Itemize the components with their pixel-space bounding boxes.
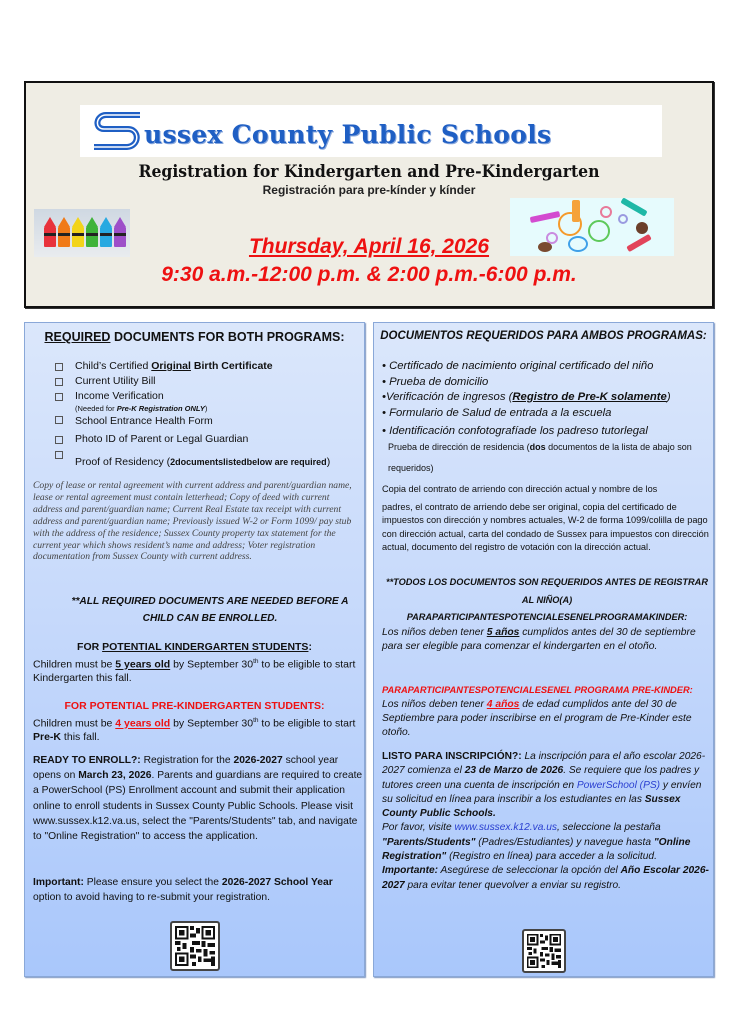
logo-s-icon	[90, 109, 148, 153]
prek-heading: FOR POTENTIAL PRE-KINDERGARTEN STUDENTS:	[64, 700, 325, 712]
todos-requeridos-notice: **TODOS LOS DOCUMENTOS SON REQUERIDOS ANTES DE REGISTRAR AL NIÑO(A) PARAPARTICIPANTESPOTENCIALESENELPROGRAMAKINDER:	[382, 574, 712, 627]
required-docs-checklist	[55, 359, 330, 470]
checklist-item: (Needed for Pre-K Registration ONLY) School Entrance Health Form	[55, 404, 330, 429]
prek-eligibility: Children must be 4 years old by September 30th to be eligible to start Pre-K this fall.	[33, 717, 356, 743]
prueba-residencia: Prueba de dirección de residencia (dos documentos de la lista de abajo son requeridos)	[388, 442, 692, 473]
kindergarten-eligibility: Children must be 5 years old by September 30th to be eligible to start Kindergarten this fall.	[33, 658, 356, 684]
list-item: •Verificación de ingresos (Registro de Pre-K solamente)	[382, 391, 671, 403]
district-logo	[80, 105, 662, 157]
ready-to-enroll: READY TO ENROLL?: Registration for the 2026-2027 school year opens on March 23, 2026. Parents and guardians are required to create a PowerSchool (PS) Enrollment account and submit their application online to enroll students in Sussex County Public Schools. Please visit www.sussex.k12.va.us, select the "Parents/Students" tab, and navigate to "Online Registration" to access the application.	[33, 755, 363, 843]
documentos-heading: DOCUMENTOS REQUERIDOS PARA AMBOS PROGRAMAS:	[380, 330, 707, 342]
residencia-documentos-list: Copia del contrato de arriendo con dirección actual y nombre de los padres, el contrato de arriendo debe ser original, copia del certificado de impuestos con dirección y nombres actuales, W-2 de forma 1099/colilla de pago con dirección actual, carta del condado de Sussex para impuestos con dirección actual, documento del registro de votación con la dirección actual.	[382, 484, 709, 552]
checkbox-icon[interactable]	[55, 436, 63, 444]
powerschool-link[interactable]: PowerSchool (PS)	[576, 779, 661, 791]
checkbox-icon[interactable]	[55, 451, 63, 459]
prek-heading-es: PARAPARTICIPANTESPOTENCIALESENEL PROGRAMA PRE-KINDER:	[382, 685, 693, 695]
documentos-list	[382, 359, 671, 440]
checkbox-icon[interactable]	[55, 378, 63, 386]
checklist-item: Proof of Residency (2documentslistedbelow are required)	[55, 451, 330, 470]
list-item: • Identificación confotografíade los padreso tutorlegal	[382, 425, 648, 437]
listo-para-inscripcion: LISTO PARA INSCRIPCIÓN?: La inscripción para el año escolar 2026-2027 comienza el 23 de Marzo de 2026. Se requiere que los padres y tutores creen una cuenta de inscripción en PowerSchool (PS) y envíen su solicitud en línea para inscribir a los estudiantes en las Sussex County Public Schools. Por favor, visite www.sussex.k12.va.us, seleccione la pestaña "Parents/Students" (Padres/Estudiantes) y navegue hasta "Online Registration" (Registro en línea) para acceder a la solicitud. Importante: Asegúrese de seleccionar la opción del Año Escolar 2026-2027 para evitar tener quevolver a enviar su registro.	[382, 751, 709, 891]
list-item: • Certificado de nacimiento original certificado del niño	[382, 360, 654, 372]
event-date: Thursday, April 16, 2026	[248, 235, 490, 258]
checklist-item: Income Verification	[55, 389, 330, 404]
qr-code-icon[interactable]	[170, 921, 220, 971]
registration-subtitle: Registración para pre-kínder y kínder	[262, 183, 476, 197]
checklist-item: Photo ID of Parent or Legal Guardian	[55, 432, 330, 447]
prek-eligibility-es: Los niños deben tener 4 años de edad cumplidos ante del 30 de Septiembre para poder inscribirse en el program de Pre-Kinder este otoño.	[382, 699, 692, 738]
event-header	[24, 81, 714, 308]
required-docs-heading: REQUIRED DOCUMENTS FOR BOTH PROGRAMS:	[44, 330, 345, 344]
list-item: • Formulario de Salud de entrada a la escuela	[382, 406, 612, 419]
english-panel	[24, 322, 365, 977]
registration-title: Registration for Kindergarten and Pre-Kindergarten	[138, 162, 600, 182]
residency-documents-list: Copy of lease or rental agreement with current address and parent/guardian name, lease or rental agreement must contain letterhead; Copy of deed with current address and parent/guardian name; Current Real Estate tax receipt with current address and parent/guardian name; Previously issued W-2 or Form 1099/ pay stub with the address of the residence; Sussex County property tax statement for the current year which shows resident’s name and address; Voter registration documentation from Sussex County with current address.	[33, 480, 352, 563]
important-note: Important: Please ensure you select the 2026-2027 School Year option to avoid having to re-submit your registration.	[33, 877, 333, 904]
spanish-panel	[373, 322, 714, 977]
checkbox-icon[interactable]	[55, 393, 63, 401]
event-times: 9:30 a.m.-12:00 p.m. & 2:00 p.m.-6:00 p.m.	[161, 263, 577, 286]
qr-code-icon[interactable]	[522, 929, 566, 973]
all-required-notice: **ALL REQUIRED DOCUMENTS ARE NEEDED BEFORE A CHILD CAN BE ENROLLED.	[71, 596, 349, 624]
kinder-heading-es: PARAPARTICIPANTESPOTENCIALESENELPROGRAMAKINDER:	[406, 612, 688, 622]
checklist-item: Child’s Certified Original Birth Certificate	[55, 359, 330, 374]
kinder-eligibility-es: Los niños deben tener 5 años cumplidos antes del 30 de septiembre para ser elegible para comenzar el kindergarten en el otoño.	[382, 627, 696, 652]
district-name: ussex County Public Schools	[144, 119, 552, 149]
district-website-link[interactable]: www.sussex.k12.va.us	[454, 822, 557, 834]
list-item: • Prueba de domicilio	[382, 375, 489, 388]
checkbox-icon[interactable]	[55, 363, 63, 371]
kindergarten-heading: FOR POTENTIAL KINDERGARTEN STUDENTS:	[77, 641, 312, 653]
checkbox-icon[interactable]	[55, 416, 63, 424]
checklist-item: Current Utility Bill	[55, 374, 330, 389]
